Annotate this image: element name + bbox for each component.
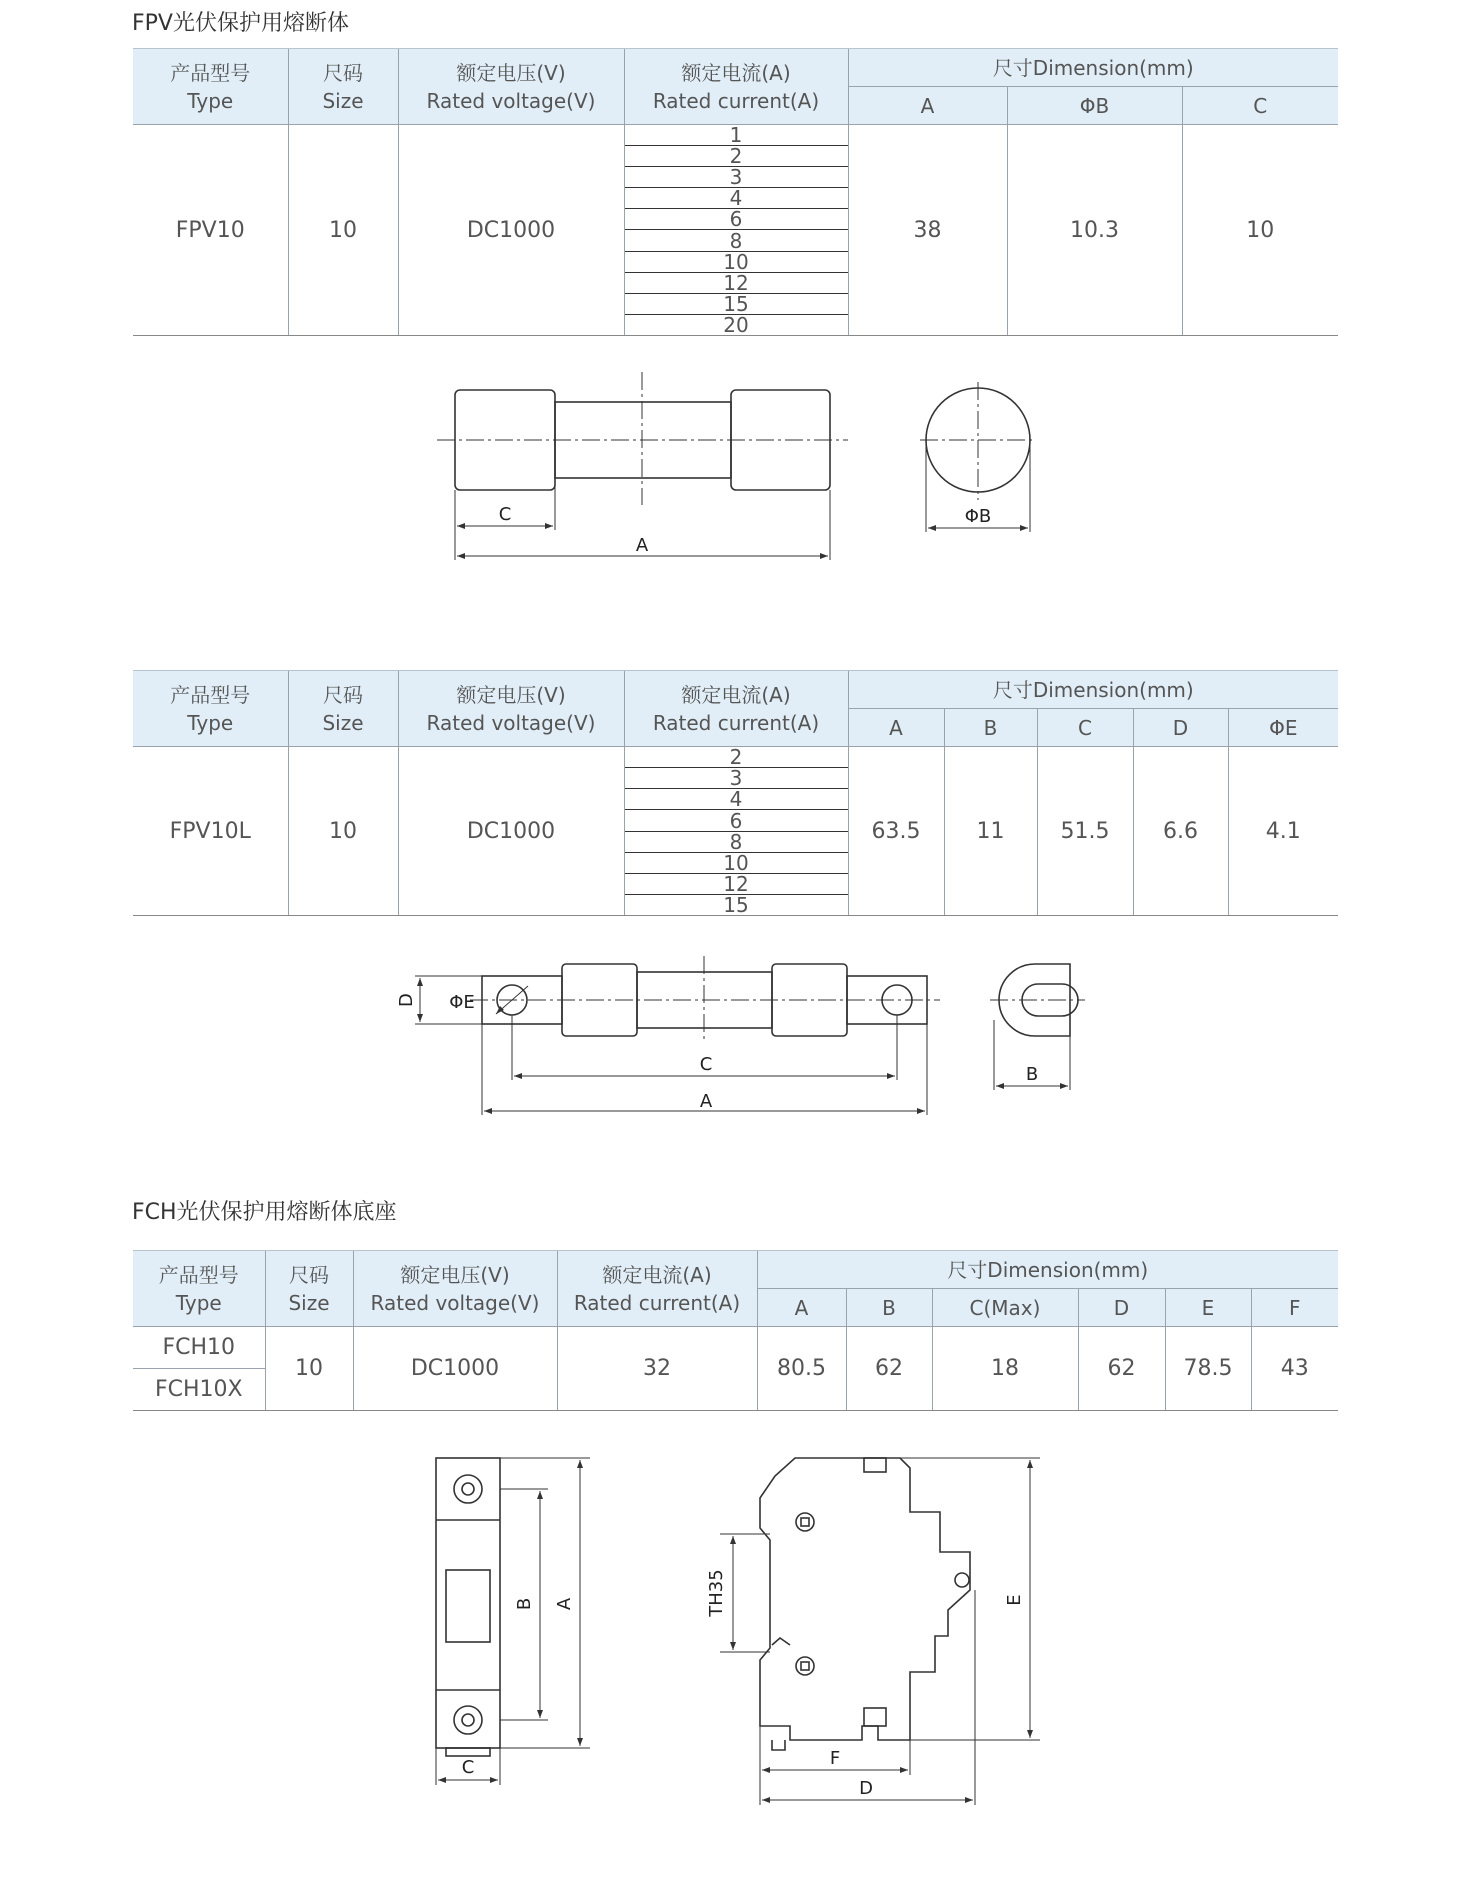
current-value: 6 bbox=[625, 209, 848, 230]
header-dimension: 尺寸Dimension(mm) bbox=[848, 49, 1338, 87]
terminal-screw-top-icon bbox=[454, 1475, 482, 1503]
current-value: 12 bbox=[625, 273, 848, 294]
header-dimension: 尺寸Dimension(mm) bbox=[848, 671, 1338, 709]
dim-label-c: C bbox=[498, 504, 512, 525]
header-dim-phie: ΦE bbox=[1228, 709, 1338, 747]
cell-dim-e: 78.5 bbox=[1165, 1327, 1251, 1411]
current-value: 12 bbox=[625, 874, 848, 895]
screw-bottom-icon bbox=[796, 1657, 814, 1675]
cell-dim-d: 6.6 bbox=[1133, 747, 1228, 916]
header-dim-a: A bbox=[848, 709, 944, 747]
dim-label-phib: ΦB bbox=[964, 506, 992, 527]
current-value: 4 bbox=[625, 188, 848, 209]
cell-currents bbox=[624, 125, 848, 336]
dim-label-c: C bbox=[461, 1757, 475, 1778]
current-value: 15 bbox=[723, 893, 749, 917]
header-dim-c-max: C(Max) bbox=[932, 1289, 1078, 1327]
cell-size: 10 bbox=[288, 125, 398, 336]
fch10-spec-table bbox=[133, 1250, 1338, 1411]
header-dim-f: F bbox=[1251, 1289, 1338, 1327]
dim-label-d: D bbox=[396, 993, 417, 1007]
header-voltage: 额定电压(V) Rated voltage(V) bbox=[398, 49, 624, 125]
dim-label-f: F bbox=[829, 1748, 841, 1769]
dim-label-a: A bbox=[554, 1597, 575, 1611]
header-dimension: 尺寸Dimension(mm) bbox=[757, 1251, 1338, 1289]
header-dim-c: C bbox=[1037, 709, 1133, 747]
current-value: 1 bbox=[625, 125, 848, 146]
cell-dim-b: 62 bbox=[846, 1327, 932, 1411]
terminal-screw-bottom-icon bbox=[454, 1706, 482, 1734]
cell-dim-c-max: 18 bbox=[932, 1327, 1078, 1411]
cell-dim-b: 11 bbox=[944, 747, 1037, 916]
header-dim-e: E bbox=[1165, 1289, 1251, 1327]
current-value: 3 bbox=[625, 768, 848, 789]
cell-dim-c: 10 bbox=[1182, 125, 1338, 336]
cell-dim-c: 51.5 bbox=[1037, 747, 1133, 916]
cell-size: 10 bbox=[288, 747, 398, 916]
dim-label-c: C bbox=[699, 1054, 713, 1075]
current-value: 3 bbox=[625, 167, 848, 188]
dim-label-a: A bbox=[635, 535, 649, 556]
header-voltage: 额定电压(V) Rated voltage(V) bbox=[353, 1251, 557, 1327]
current-value: 2 bbox=[625, 747, 848, 768]
cell-size: 10 bbox=[265, 1327, 353, 1411]
header-current: 额定电流(A) Rated current(A) bbox=[624, 671, 848, 747]
fpv10-spec-table bbox=[133, 48, 1338, 336]
header-dim-phib: ΦB bbox=[1007, 87, 1182, 125]
cell-dim-a: 80.5 bbox=[757, 1327, 846, 1411]
dim-label-b: B bbox=[1025, 1064, 1039, 1085]
dim-label-e: E bbox=[1004, 1594, 1025, 1606]
header-current: 额定电流(A) Rated current(A) bbox=[624, 49, 848, 125]
dim-label-b: B bbox=[514, 1597, 535, 1611]
screw-top-icon bbox=[796, 1513, 814, 1531]
fpv10-dimension-drawing bbox=[0, 360, 1472, 570]
cell-dim-d: 62 bbox=[1078, 1327, 1165, 1411]
header-size: 尺码 Size bbox=[265, 1251, 353, 1327]
dim-label-th35: TH35 bbox=[706, 1569, 727, 1617]
cell-type: FCH10X bbox=[133, 1369, 265, 1411]
dim-label-a: A bbox=[699, 1091, 713, 1112]
cell-dim-f: 43 bbox=[1251, 1327, 1338, 1411]
fch10-dimension-drawing bbox=[0, 1440, 1472, 1820]
current-value: 2 bbox=[625, 146, 848, 167]
cell-type: FCH10 bbox=[133, 1327, 265, 1369]
section-title-fpv: FPV光伏保护用熔断体 bbox=[132, 11, 349, 36]
cell-voltage: DC1000 bbox=[398, 125, 624, 336]
header-type: 产品型号 Type bbox=[133, 49, 288, 125]
header-size: 尺码 Size bbox=[288, 671, 398, 747]
current-value: 6 bbox=[625, 810, 848, 831]
header-voltage: 额定电压(V) Rated voltage(V) bbox=[398, 671, 624, 747]
header-type: 产品型号 Type bbox=[133, 1251, 265, 1327]
dim-label-phie: ΦE bbox=[449, 992, 475, 1013]
cell-current: 32 bbox=[557, 1327, 757, 1411]
dim-label-d: D bbox=[859, 1778, 873, 1799]
current-value: 10 bbox=[625, 853, 848, 874]
current-value: 8 bbox=[625, 832, 848, 853]
header-type: 产品型号 Type bbox=[133, 671, 288, 747]
din-clip-icon bbox=[955, 1573, 969, 1587]
cell-voltage: DC1000 bbox=[353, 1327, 557, 1411]
cell-currents bbox=[624, 747, 848, 916]
cell-dim-phib: 10.3 bbox=[1007, 125, 1182, 336]
cell-voltage: DC1000 bbox=[398, 747, 624, 916]
section-title-fch: FCH光伏保护用熔断体底座 bbox=[132, 1200, 397, 1225]
current-value: 15 bbox=[625, 294, 848, 315]
cell-type: FPV10 bbox=[133, 125, 288, 336]
cell-dim-phie: 4.1 bbox=[1228, 747, 1338, 916]
current-value: 10 bbox=[625, 252, 848, 273]
header-dim-c: C bbox=[1182, 87, 1338, 125]
fpv10l-dimension-drawing bbox=[0, 950, 1472, 1130]
cell-dim-a: 38 bbox=[848, 125, 1007, 336]
header-dim-b: B bbox=[846, 1289, 932, 1327]
header-dim-a: A bbox=[848, 87, 1007, 125]
header-dim-d: D bbox=[1078, 1289, 1165, 1327]
current-value: 8 bbox=[625, 230, 848, 251]
current-value: 20 bbox=[723, 312, 749, 337]
holder-window bbox=[446, 1570, 490, 1642]
header-dim-b: B bbox=[944, 709, 1037, 747]
cell-dim-a: 63.5 bbox=[848, 747, 944, 916]
header-current: 额定电流(A) Rated current(A) bbox=[557, 1251, 757, 1327]
header-dim-d: D bbox=[1133, 709, 1228, 747]
fpv10l-spec-table bbox=[133, 670, 1338, 916]
cell-type: FPV10L bbox=[133, 747, 288, 916]
header-size: 尺码 Size bbox=[288, 49, 398, 125]
holder-side-body bbox=[760, 1458, 970, 1740]
header-dim-a: A bbox=[757, 1289, 846, 1327]
current-value: 4 bbox=[625, 789, 848, 810]
